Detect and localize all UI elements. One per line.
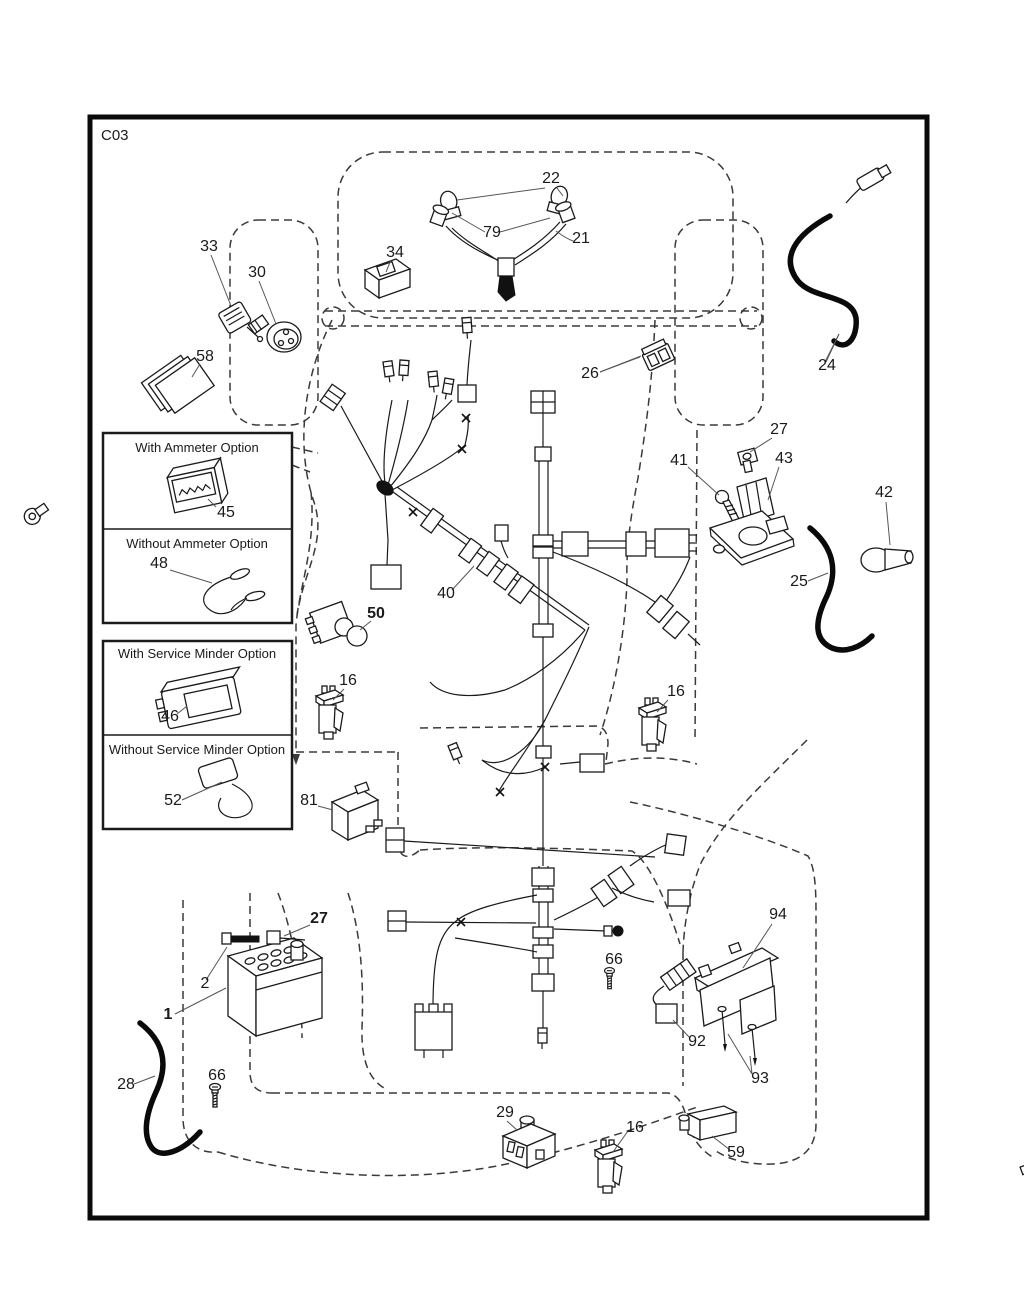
part-label-94: 94 [769, 906, 787, 923]
part-label-27-top: 27 [770, 421, 788, 438]
service-minder-option-box [103, 641, 292, 829]
part-label-28: 28 [117, 1076, 135, 1093]
part-label-33: 33 [200, 238, 218, 255]
part-label-66-right: 66 [605, 951, 623, 968]
part-label-30: 30 [248, 264, 266, 281]
part-label-22: 22 [542, 170, 560, 187]
page-code: C03 [101, 127, 129, 144]
relay-81 [318, 782, 382, 840]
plunger-switch-16-bottom [595, 1140, 622, 1193]
headlight-harness [428, 184, 576, 301]
module-94 [695, 924, 778, 1034]
part-label-24: 24 [818, 357, 836, 374]
part-label-79: 79 [483, 224, 501, 241]
interlock-switch-50 [304, 601, 371, 646]
part-label-42: 42 [875, 484, 893, 501]
part-label-27-battery: 27 [310, 910, 328, 927]
part-label-81: 81 [300, 792, 318, 809]
terminal-boot-42 [861, 502, 913, 572]
part-label-93: 93 [751, 1070, 769, 1087]
part-label-50: 50 [367, 605, 385, 622]
part-label-66-left: 66 [208, 1067, 226, 1084]
part-label-26: 26 [581, 365, 599, 382]
harness-bottom-trunk [386, 828, 690, 1058]
part-label-1: 1 [163, 1006, 173, 1023]
ignition-switch-30 [248, 281, 301, 352]
part-label-40: 40 [437, 585, 455, 602]
part-label-2: 2 [200, 975, 210, 992]
part-label-58: 58 [196, 348, 214, 365]
part-label-45: 45 [217, 504, 235, 521]
screw-66-left [210, 1084, 221, 1108]
fuse-26 [640, 338, 675, 371]
part-label-46: 46 [161, 708, 179, 725]
part-label-43: 43 [775, 450, 793, 467]
with-ammeter-title: With Ammeter Option [135, 440, 259, 455]
part-label-16-left: 16 [339, 672, 357, 689]
part-label-48: 48 [150, 555, 168, 572]
battery-group [175, 925, 322, 1036]
without-ammeter-title: Without Ammeter Option [126, 536, 268, 551]
part-label-59: 59 [727, 1144, 745, 1161]
part-label-34: 34 [386, 244, 404, 261]
without-service-minder-title: Without Service Minder Option [108, 742, 286, 757]
part-label-16-right: 16 [667, 683, 685, 700]
screw-66-right [605, 968, 615, 989]
part-label-21: 21 [572, 230, 590, 247]
harness-92 [653, 959, 696, 1038]
leader-26 [600, 357, 640, 372]
part-label-29: 29 [496, 1104, 514, 1121]
rocker-switch-34 [365, 259, 410, 298]
with-service-minder-title: With Service Minder Option [117, 646, 277, 661]
part-label-92: 92 [688, 1033, 706, 1050]
part-label-52: 52 [164, 792, 182, 809]
part-label-16-bottom: 16 [626, 1119, 644, 1136]
part-label-25: 25 [790, 573, 808, 590]
seat-switch-29 [503, 1116, 555, 1168]
ammeter-option-box [103, 433, 292, 623]
part-label-41: 41 [670, 452, 688, 469]
